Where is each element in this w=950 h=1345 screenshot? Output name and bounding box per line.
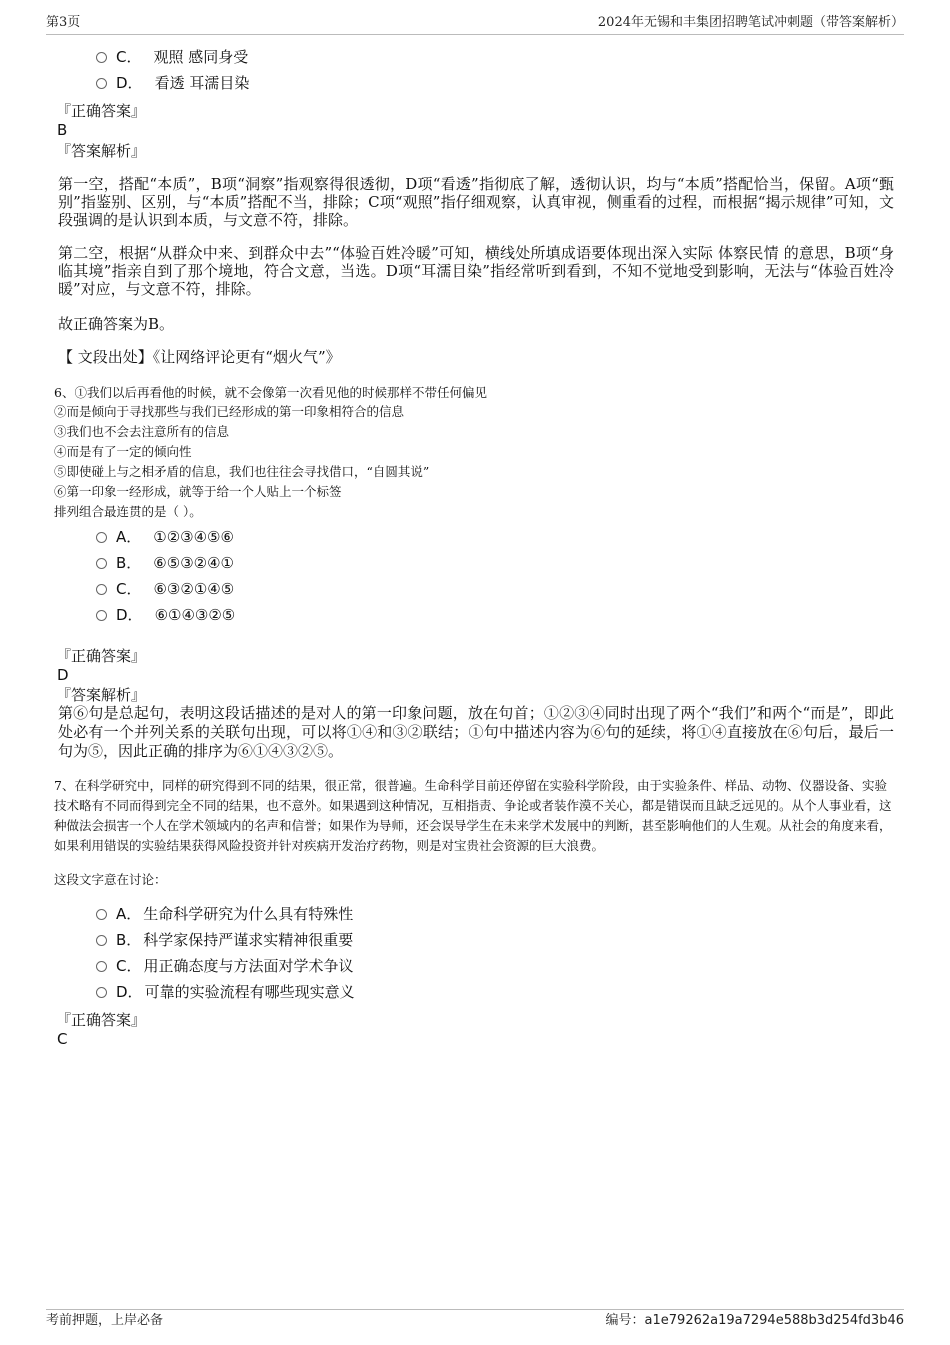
analysis-conclusion: 故正确答案为B。 [58,315,175,333]
option-b[interactable]: B． ⑥⑤③②④① [96,553,234,573]
option-d[interactable]: D． 可靠的实验流程有哪些现实意义 [96,982,355,1002]
radio-icon[interactable] [96,558,107,569]
question-stem: 7、在科学研究中，同样的研究得到不同的结果，很正常，很普遍。生命科学目前还停留在实验科学阶段，由于实验条件、样品、动物、仪器设备、实验技术略有不同而得到完全不同的结果，也不意外。如果遇到这种情况，互相指责、争论或者装作漠不关心，都是错误而且缺乏远见的。从个人事业看，这种做法会损害一个人在学术领域内的名声和信誉；如果作为导师，还会误导学生在未来学术发展中的判断，甚至影响他们的人生观。从社会的角度来看，如果利用错误的实验结果获得风险投资并针对疾病开发治疗药物，则是对宝贵社会资源的巨大浪费。 [54,778,892,853]
source-citation: 【 文段出处】《让网络评论更有“烟火气”》 [58,348,341,366]
document-code: 编号：a1e79262a19a7294e588b3d254fd3b46 [605,1313,904,1328]
analysis-paragraph: 第一空，搭配“本质”，B项“洞察”指观察得很透彻，D项“看透”指彻底了解，透彻认识，均与“本质”搭配恰当，保留。A项“甄别”指鉴别、区别，与“本质”搭配不当，排除；C项“观照”指仔细观察，认真审视，侧重看的过程，而根据“揭示规律”可知，文段强调的是认识到本质，与文意不符，排除。 [58,175,894,229]
answer-value: C [57,1030,68,1048]
page-header [46,12,904,35]
analysis-paragraph: 第二空，根据“从群众中来、到群众中去”“体验百姓冷暖”可知，横线处所填成语要体现出深入实际 体察民情 的意思，B项“身临其境”指亲自到了那个境地，符合文意，当选。D项“耳濡目染”指经常听到看到，不知不觉地受到影响，无法与“体验百姓冷暖”对应，与文意不符，排除。 [58,244,894,298]
question-prompt: 排列组合最连贯的是（ ）。 [54,504,202,519]
sentence-line: ⑤即使碰上与之相矛盾的信息，我们也往往会寻找借口，“自圆其说” [54,464,430,479]
question-stem: 6、①我们以后再看他的时候，就不会像第一次看见他的时候那样不带任何偏见 [54,385,487,400]
answer-label: 『正确答案』 [56,1011,147,1029]
option-c[interactable]: C． ⑥③②①④⑤ [96,579,234,599]
sentence-line: ③我们也不会去注意所有的信息 [54,424,230,439]
option-c[interactable]: C． 观照 感同身受 [96,47,248,67]
document-title: 2024年无锡和丰集团招聘笔试冲刺题（带答案解析） [597,15,904,30]
option-a[interactable]: A． 生命科学研究为什么具有特殊性 [96,904,353,924]
answer-value: D [57,666,69,684]
option-a[interactable]: A． ①②③④⑤⑥ [96,527,234,547]
option-d[interactable]: D． 看透 耳濡目染 [96,73,249,93]
analysis-label: 『答案解析』 [56,142,147,160]
answer-value: B [57,121,68,139]
page-number: 第3页 [46,15,81,30]
answer-label: 『正确答案』 [56,647,147,665]
radio-icon[interactable] [96,935,107,946]
radio-icon[interactable] [96,532,107,543]
sentence-line: ⑥第一印象一经形成，就等于给一个人贴上一个标签 [54,484,342,499]
radio-icon[interactable] [96,909,107,920]
radio-icon[interactable] [96,584,107,595]
analysis-label: 『答案解析』 [56,686,147,704]
option-b[interactable]: B． 科学家保持严谨求实精神很重要 [96,930,353,950]
answer-label: 『正确答案』 [56,102,147,120]
radio-icon[interactable] [96,987,107,998]
radio-icon[interactable] [96,961,107,972]
option-d[interactable]: D． ⑥①④③②⑤ [96,605,235,625]
sentence-line: ④而是有了一定的倾向性 [54,444,192,459]
question-prompt: 这段文字意在讨论： [54,872,167,887]
radio-icon[interactable] [96,610,107,621]
analysis-paragraph: 第⑥句是总起句，表明这段话描述的是对人的第一印象问题，放在句首；①②③④同时出现了两个“我们”和两个“而是”，即此处必有一个并列关系的关联句出现，可以将①④和③②联结；①句中描述内容为⑥句的延续，将①④直接放在⑥句后，最后一句为⑤，因此正确的排序为⑥①④③②⑤。 [58,704,894,760]
footer-slogan: 考前押题，上岸必备 [46,1313,164,1328]
page-footer [46,1309,904,1330]
sentence-line: ②而是倾向于寻找那些与我们已经形成的第一印象相符合的信息 [54,404,405,419]
option-c[interactable]: C． 用正确态度与方法面对学术争议 [96,956,354,976]
radio-icon[interactable] [96,52,107,63]
radio-icon[interactable] [96,78,107,89]
